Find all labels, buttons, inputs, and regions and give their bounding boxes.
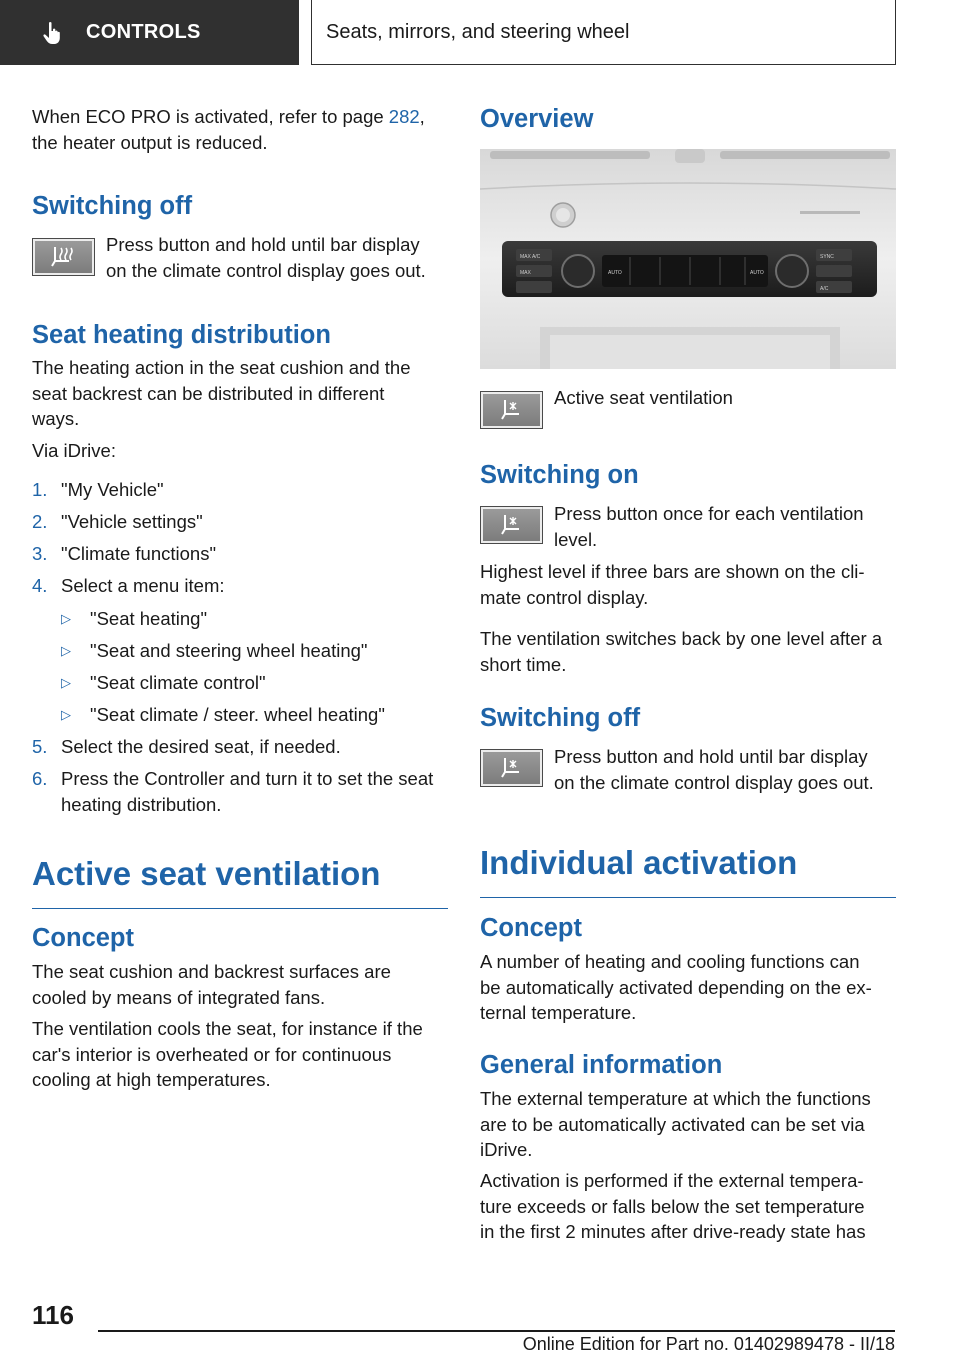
page-link[interactable]: 282 (388, 106, 420, 127)
triangle-bullet-icon: ▷ (61, 643, 71, 658)
heading-switching-on: Switching on (480, 461, 639, 489)
photo-label-auto-right: AUTO (750, 270, 764, 276)
photo-label-ac: A/C (820, 286, 829, 292)
seat-heating-icon (47, 244, 81, 270)
heading-seat-heating-distribution: Seat heating distribution (32, 321, 331, 349)
via-idrive: Via iDrive: (32, 440, 116, 461)
eco-pro-paragraph: When ECO PRO is activated, refer to page 282, the heater output is reduced. (32, 106, 425, 153)
heading-overview: Overview (480, 105, 594, 133)
heading-switching-off-ventilation: Switching off (480, 704, 641, 732)
switching-off-text: Press button and hold until bar display on the climate control display goes out. (106, 234, 426, 281)
switching-off-ventilation-text: Press button and hold until bar display on the climate control display goes out. (554, 746, 874, 793)
seat-ventilation-button-image (480, 506, 543, 544)
online-edition-text: Online Edition for Part no. 01402989478 - II/18 (522, 1334, 895, 1354)
seat-ventilation-icon (495, 512, 529, 538)
switching-on-text: Press button once for each ventilation level. (554, 503, 864, 550)
triangle-bullet-icon: ▷ (61, 707, 71, 722)
photo-label-max-ac: MAX A/C (520, 254, 541, 260)
heading-concept-individual: Concept (480, 914, 582, 942)
seat-ventilation-icon (495, 755, 529, 781)
concept-paragraph-2: The ventilation cools the seat, for instance if the car's interior is overheated or for continuous cooling at high temperatures. (32, 1018, 423, 1090)
chapter-header (311, 0, 896, 65)
switch-back-paragraph: The ventilation switches back by one level after a short time. (480, 628, 883, 675)
highest-level-paragraph: Highest level if three bars are shown on the cli‐ mate control display. (480, 561, 865, 608)
distribution-paragraph: The heating action in the seat cushion and the seat backrest can be distributed in different ways. (32, 357, 411, 429)
section-tab[interactable] (0, 0, 299, 65)
photo-label-auto-left: AUTO (608, 270, 622, 276)
climate-panel-illustration (480, 149, 896, 369)
general-paragraph-2: Activation is performed if the external tempera‐ ture exceeds or falls below the set temperature in the first 2 minutes after drive-ready state has (480, 1170, 866, 1242)
heading-general-information: General information (480, 1051, 723, 1079)
footer-rule (98, 1330, 895, 1332)
chapter-title: Seats, mirrors, and steering wheel (326, 20, 630, 43)
photo-label-max: MAX (520, 270, 531, 276)
seat-ventilation-icon (495, 397, 529, 423)
section-title: CONTROLS (86, 21, 201, 43)
heading-concept: Concept (32, 924, 134, 952)
triangle-bullet-icon: ▷ (61, 675, 71, 690)
heading-switching-off: Switching off (32, 192, 193, 220)
climate-control-photo (480, 149, 896, 369)
general-paragraph-1: The external temperature at which the functions are to be automatically activated can be set via iDrive. (480, 1088, 871, 1160)
seat-ventilation-button-image (480, 749, 543, 787)
heading-active-seat-ventilation: Active seat ventilation (32, 854, 448, 909)
ventilation-label: Active seat ventilation (554, 387, 733, 408)
heading-individual-activation: Individual activation (480, 843, 896, 898)
triangle-bullet-icon: ▷ (61, 611, 71, 626)
concept-paragraph-1: The seat cushion and backrest surfaces are cooled by means of integrated fans. (32, 961, 391, 1008)
seat-ventilation-button-image (480, 391, 543, 429)
seat-heating-button-image (32, 238, 95, 276)
individual-concept-paragraph: A number of heating and cooling functions can be automatically activated depending on the ex‐ ternal temperature. (480, 951, 872, 1023)
photo-label-sync: SYNC (820, 254, 834, 260)
pointing-hand-icon (40, 20, 66, 46)
page-number: 116 (32, 1300, 74, 1330)
